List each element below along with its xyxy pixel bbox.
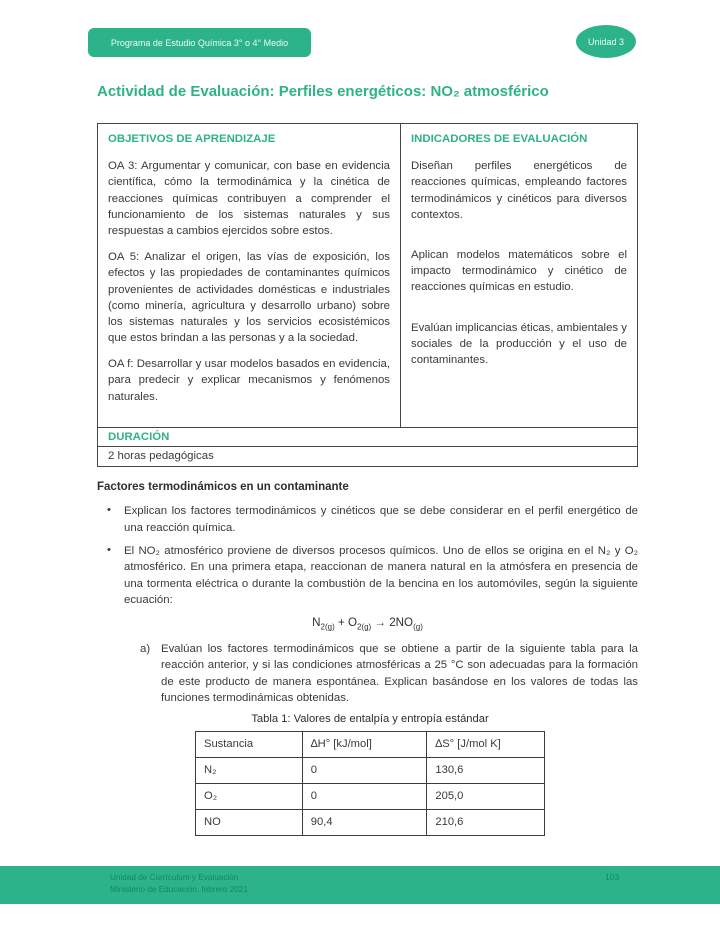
duration-header: DURACIÓN [98,427,637,446]
footer-credits [110,872,248,897]
objective-oa5: OA 5: Analizar el origen, las vías de exposición, los efectos y las propiedades de contaminantes químicos provenientes de actividades domésticas e industriales (como minería, agricultura y desarrollo urbano) sobre los sistemas naturales y los servicios ecosistémicos que estos brindan a las personas y a la sociedad. [108,251,390,345]
cell-substance: NO [196,810,303,836]
bullet-item-1: • Explican los factores termodinámicos y cinéticos que se debe considerar en el perfil energético de una reacción química. [97,503,638,536]
list-item-a-text: Evalúan los factores termodinámicos que se obtiene a partir de la siguiente tabla para la reacción anterior, y si las condiciones atmosféricas a 25 °C son adecuadas para la formación de este producto de manera espontánea. Explican basándose en los valores de todas las funciones termodinámicas obtenidas. [161,642,638,704]
col-header-entropy: ∆S° [J/mol K] [427,732,545,758]
list-item-a-label: a) [140,642,151,655]
section-heading: Factores termodinámicos en un contaminante [97,481,349,493]
equation-part: N [312,616,321,630]
cell-entropy: 205,0 [427,784,545,810]
table-row [196,810,545,836]
table-row [196,784,545,810]
indicator-1: Diseñan perfiles energéticos de reacciones químicas, empleando factores termodinámicos y cinéticos para diversos contextos. [411,160,627,221]
table-caption: Tabla 1: Valores de entalpía y entropía estándar [251,713,489,726]
footer-line-1: Unidad de Currículum y Evaluación [110,873,239,882]
footer-bar [0,866,720,904]
list-item-a [140,641,638,706]
chemical-equation [97,615,638,633]
equation-part: → 2NO [371,616,414,630]
objectives-indicators-table [97,123,638,467]
cell-enthalpy: 90,4 [302,810,427,836]
equation-sub: (g) [413,622,423,632]
unit-badge-label: Unidad 3 [587,36,625,47]
objective-oaf: OA f: Desarrollar y usar modelos basados en evidencia, para predecir y explicar mecanismos y fenómenos naturales. [108,358,390,403]
page-title: Actividad de Evaluación: Perfiles energéticos: NO₂ atmosférico [97,83,549,100]
objective-oa3: OA 3: Argumentar y comunicar, con base en evidencia científica, cómo la termodinámica y la cinética de reacciones químicas contribuyen a comprender el funcionamiento de los sistemas naturales y sus respuestas a cambios ejercidos sobre estos. [108,160,390,237]
cell-enthalpy: 0 [302,758,427,784]
indicator-3: Evalúan implicancias éticas, ambientales y sociales de la producción y el uso de contaminantes. [411,321,627,366]
duration-value: 2 horas pedagógicas [98,446,637,466]
footer-line-2: Ministerio de Educación, febrero 2021 [110,885,248,895]
page-number: 103 [605,872,620,882]
col-header-enthalpy: ∆H° [kJ/mol] [302,732,427,758]
equation-sub: 2(g) [356,622,372,632]
table-header-row [196,732,545,758]
indicators-column [401,124,637,427]
bullet-item-2: • El NO₂ atmosférico proviene de diversos procesos químicos. Uno de ellos se origina en el N₂ y O₂ atmosférico. En una primera etapa, reaccionan de manera natural en la atmósfera en presencia de una tormenta eléctrica o durante la combustión de la bencina en los automóviles, según la siguiente ecuación: [97,543,638,608]
cell-substance: O₂ [196,784,303,810]
objectives-column [98,124,401,427]
equation-part: + O [334,616,357,630]
indicator-2: Aplican modelos matemáticos sobre el impacto termodinámico y cinético de reacciones químicas en estudio. [411,248,627,294]
activity-content [97,479,638,836]
cell-enthalpy: 0 [302,784,427,810]
objectives-header: OBJETIVOS DE APRENDIZAJE [108,133,276,145]
table-row [196,758,545,784]
cell-substance: N₂ [196,758,303,784]
equation-sub: 2(g) [320,622,335,632]
indicators-header: INDICADORES DE EVALUACIÓN [411,133,588,145]
objectives-indicators-columns [98,124,637,427]
cell-entropy: 210,6 [427,810,545,836]
program-badge-label: Programa de Estudio Química 3° o 4° Medio [110,37,289,48]
thermodynamic-values-table [195,731,545,836]
program-badge [88,28,311,57]
unit-badge [576,25,636,58]
col-header-sustancia: Sustancia [196,732,303,758]
cell-entropy: 130,6 [427,758,545,784]
